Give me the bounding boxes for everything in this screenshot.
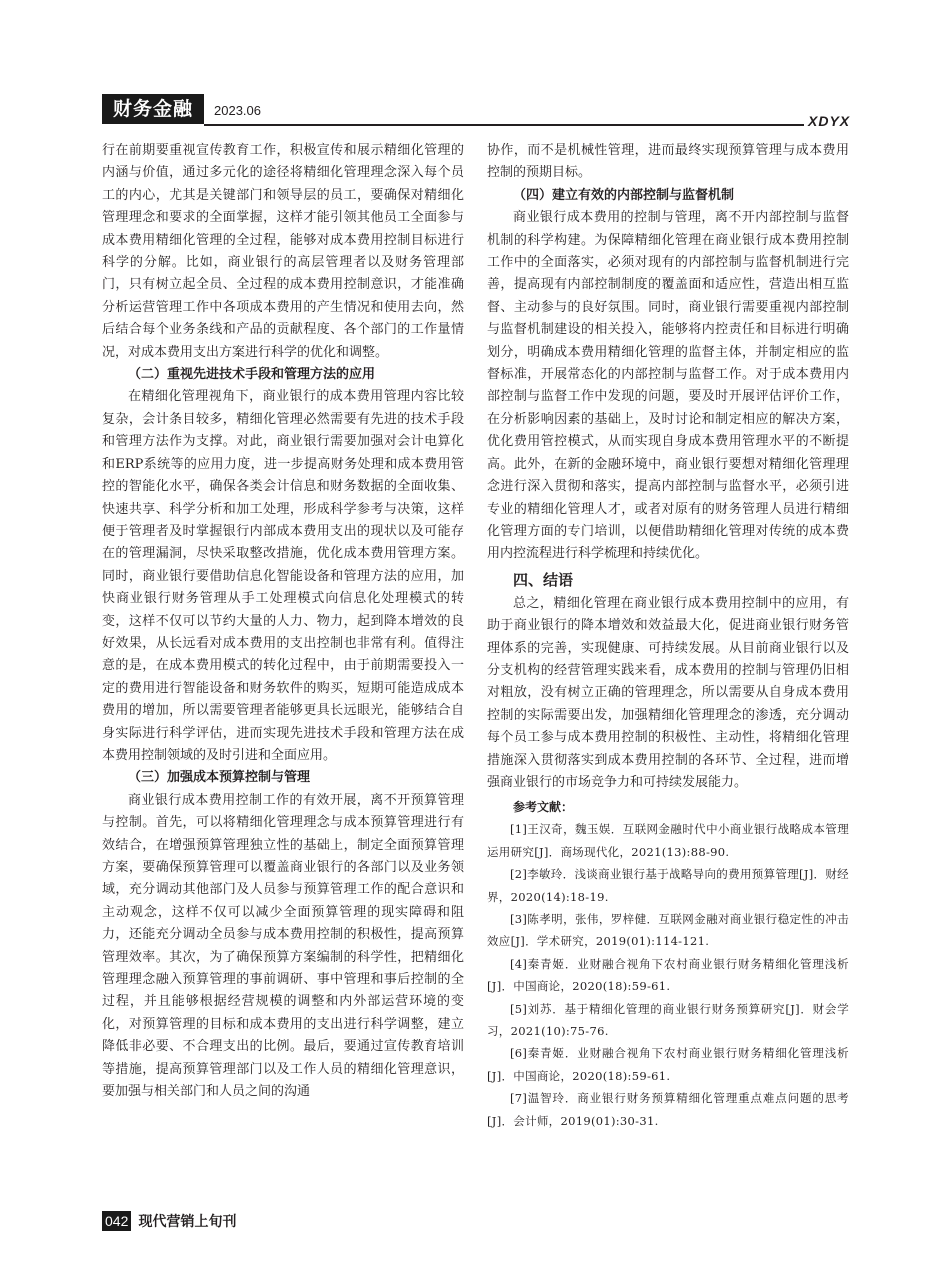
page-footer xyxy=(102,1210,236,1232)
paragraph: 在精细化管理视角下，商业银行的成本费用管理内容比较复杂，会计条目较多，精细化管理必然需要有先进的技术手段和管理方法作为支撑。对此，商业银行需要加强对会计电算化和ERP系统等的应用力度，进一步提高财务处理和成本费用管控的智能化水平，确保各类会计信息和财务数据的全面收集、快速共享、科学分析和加工处理，形成科学参考与决策，这样便于管理者及时掌握银行内部成本费用支出的现状以及可能存在的管理漏洞，尽快采取整改措施，优化成本费用管理方案。同时，商业银行要借助信息化智能设备和管理方法的应用，加快商业银行财务管理从手工处理模式向信息化处理模式的转变，这样不仅可以节约大量的人力、物力，起到降本增效的良好效果，从长远看对成本费用的支出控制也非常有利。值得注意的是，在成本费用模式的转化过程中，由于前期需要投入一定的费用进行智能设备和财务软件的购买，短期可能造成成本费用的增加，所以需要管理者能够更具长远眼光，能够结合自身实际进行科学评估，进而实现先进技术手段和管理方法在成本费用控制领域的及时引进和全面应用。 xyxy=(102,389,464,763)
page-header xyxy=(0,0,950,130)
reference-item: [7]温智玲．商业银行财务预算精细化管理重点难点问题的思考[J]．会计师，2019(01):30-31. xyxy=(487,1091,849,1128)
left-column xyxy=(102,140,464,1103)
paragraph: 商业银行成本费用控制工作的有效开展，离不开预算管理与控制。首先，可以将精细化管理理念与成本预算管理进行有效结合，在增强预算管理独立性的基础上，制定全面预算管理方案，要确保预算管理可以覆盖商业银行的各部门以及业务领域，充分调动其他部门及人员参与预算管理工作的配合意识和主动观念，这样不仅可以减少全面预算管理的现实障碍和阻力，还能充分调动全员参与成本费用控制的积极性，提高预算管理效率。其次，为了确保预算方案编制的科学性，把精细化管理理念融入预算管理的事前调研、事中管理和事后控制的全过程，并且能够根据经营规模的调整和内外部运营环境的变化，对预算管理的目标和成本费用的支出进行科学调整，建立降低非必要、不合理支出的比例。最后，要通过宣传教育培训等措施，提高预算管理部门以及工作人员的精细化管理意识，要加强与相关部门和人员之间的沟通 xyxy=(102,792,464,1100)
subsection-heading: （三）加强成本预算控制与管理 xyxy=(128,770,311,786)
right-column xyxy=(487,140,849,1132)
subsection-heading: （二）重视先进技术手段和管理方法的应用 xyxy=(128,367,376,383)
reference-item: [1]王汉奇，魏玉娱．互联网金融时代中小商业银行战略成本管理运用研究[J]．商场现代化，2021(13):88-90. xyxy=(487,822,849,859)
reference-item: [3]陈孝明，张伟，罗梓健．互联网金融对商业银行稳定性的冲击效应[J]．学术研究，2019(01):114-121. xyxy=(487,912,849,949)
references-title: 参考文献： xyxy=(513,800,574,815)
section-heading: 四、结语 xyxy=(513,570,574,589)
reference-item: [4]秦青姬．业财融合视角下农村商业银行财务精细化管理浅析[J]．中国商论，2020(18):59-61. xyxy=(487,956,849,994)
paragraph: 行在前期要重视宣传教育工作，积极宣传和展示精细化管理的内涵与价值，通过多元化的途径将精细化管理理念深入每个员工的内心，尤其是关键部门和领导层的员工，要确保对精细化管理理念和要求的全面掌握，这样才能引领其他员工全面参与成本费用精细化管理的全过程，能够对成本费用控制目标进行科学的分解。比如，商业银行的高层管理者以及财务管理部门，只有树立起全员、全过程的成本费用控制意识，才能准确分析运营管理工作中各项成本费用的产生情况和使用去向，然后结合每个业务条线和产品的贡献程度、各个部门的工作量情况，对成本费用支出方案进行科学的优化和调整。 xyxy=(102,143,464,360)
subsection-heading: （四）建立有效的内部控制与监督机制 xyxy=(513,187,735,203)
references xyxy=(487,796,849,1132)
section-tag: 财务金融 xyxy=(102,94,204,124)
reference-item: [5]刘苏．基于精细化管理的商业银行财务预算研究[J]．财会学习，2021(10):75-76. xyxy=(487,1001,849,1039)
issue-date: 2023.06 xyxy=(214,103,261,118)
journal-name: 现代营销上旬刊 xyxy=(138,1213,237,1230)
header-rule xyxy=(204,124,804,126)
journal-code: XDYX xyxy=(808,113,851,129)
reference-item: [2]李敏玲．浅谈商业银行基于战略导向的费用预算管理[J]．财经界，2020(14):18-19. xyxy=(487,867,849,904)
paragraph: 协作，而不是机械性管理，进而最终实现预算管理与成本费用控制的预期目标。 xyxy=(487,143,849,181)
paragraph: 商业银行成本费用的控制与管理，离不开内部控制与监督机制的科学构建。为保障精细化管理在商业银行成本费用控制工作中的全面落实，必须对现有的内部控制与监督机制进行完善，提高现有内部控制制度的覆盖面和适应性，营造出相互监督、主动参与的良好氛围。同时，商业银行需要重视内部控制与监督机制建设的相关投入，能够将内控责任和目标进行明确划分，明确成本费用精细化管理的监督主体，并制定相应的监督标准，开展常态化的内部控制与监督工作。对于成本费用内部控制与监督工作中发现的问题，要及时开展评估评价工作，在分析影响因素的基础上，及时讨论和制定相应的解决方案，优化费用管控模式，从而实现自身成本费用管理水平的不断提高。此外，在新的金融环境中，商业银行要想对精细化管理理念进行深入贯彻和落实，提高内部控制与监督水平，必须引进专业的精细化管理人才，或者对原有的财务管理人员进行精细化管理方面的专门培训，以便借助精细化管理对传统的成本费用内控流程进行科学梳理和持续优化。 xyxy=(487,210,849,562)
page-number: 042 xyxy=(102,1211,131,1231)
paragraph: 总之，精细化管理在商业银行成本费用控制中的应用，有助于商业银行的降本增效和效益最大化，促进商业银行财务管理体系的完善，实现健康、可持续发展。从目前商业银行以及分支机构的经营管理实践来看，成本费用的控制与管理仍旧相对粗放，没有树立正确的管理理念，所以需要从自身成本费用控制的实际需要出发，加强精细化管理理念的渗透，充分调动每个员工参与成本费用控制的积极性、主动性，将精细化管理措施深入贯彻落实到成本费用控制的各环节、全过程，进而增强商业银行的市场竞争力和可持续发展能力。 xyxy=(487,595,849,790)
reference-item: [6]秦青姬．业财融合视角下农村商业银行财务精细化管理浅析[J]．中国商论，2020(18):59-61. xyxy=(487,1046,849,1083)
